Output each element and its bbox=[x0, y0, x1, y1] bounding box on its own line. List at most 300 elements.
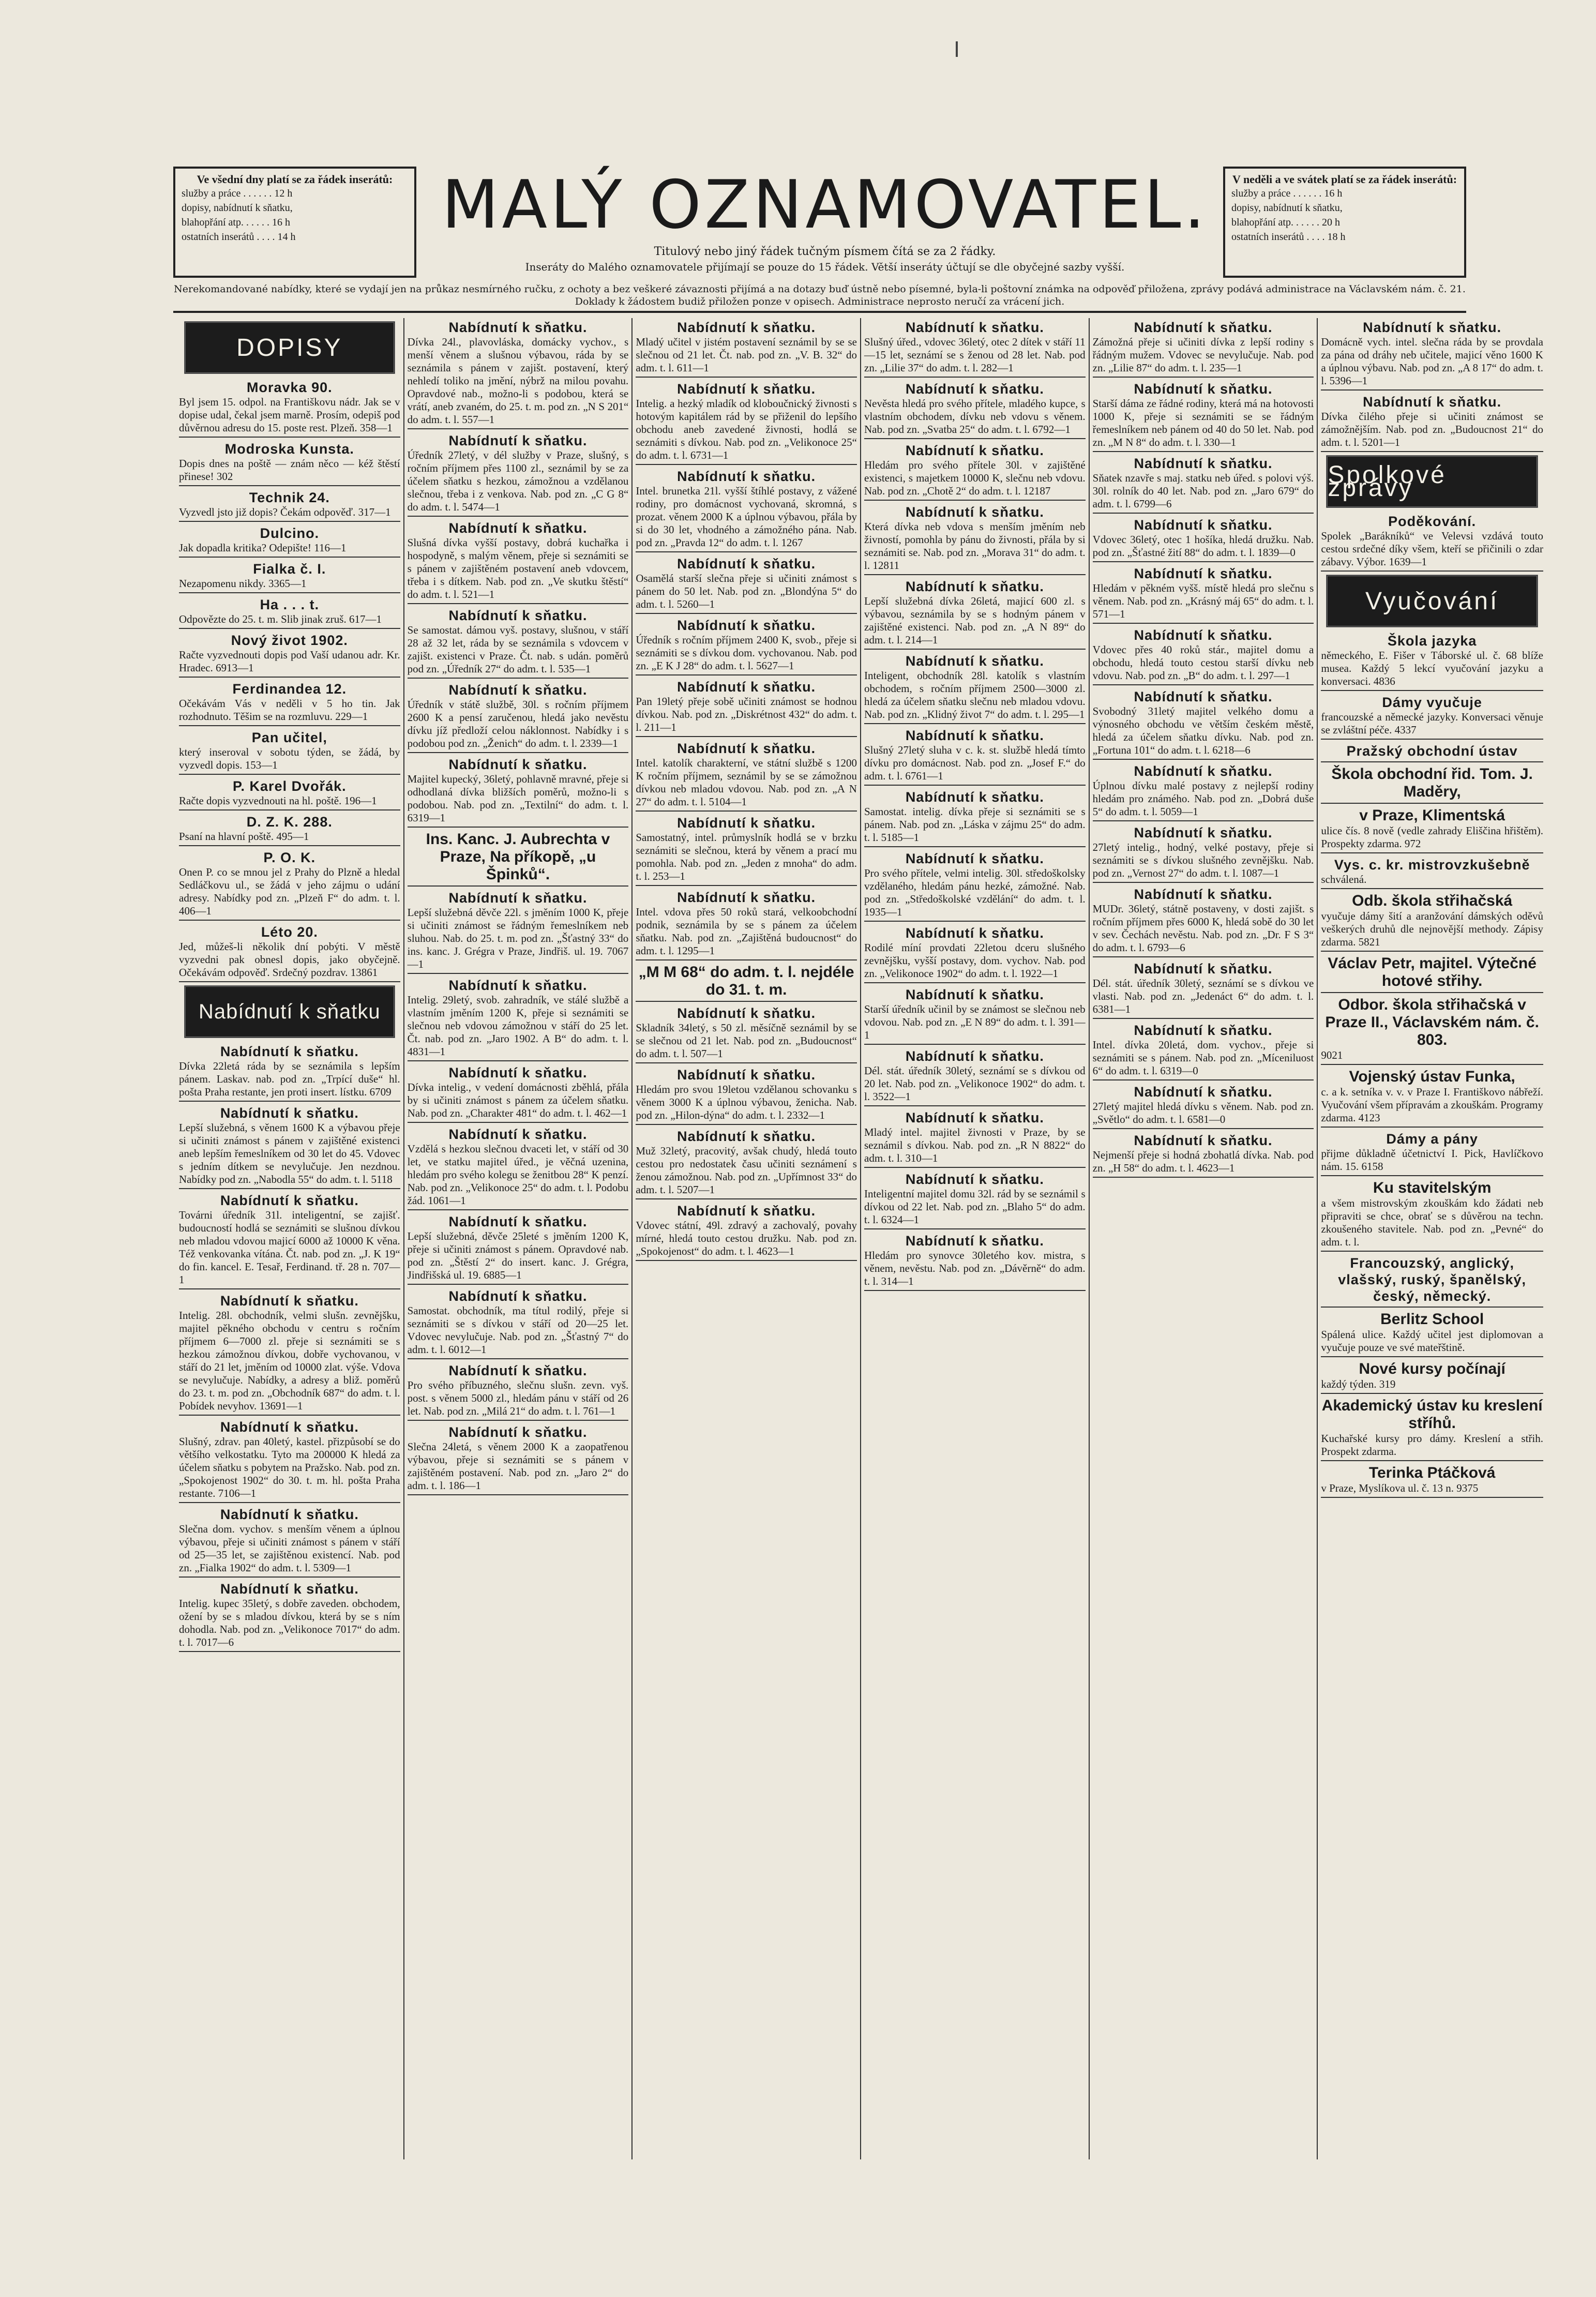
ad-heading: Nabídnutí k sňatku. bbox=[905, 925, 1044, 941]
ad-heading: Nabídnutí k sňatku. bbox=[1134, 456, 1273, 471]
ad-text: Lepší služebná, děvče 25leté s jměním 1200 K, přeje si učiniti známost s pánem. Opravdové nab. pod zn. „Štěstí 2“ do insert. kanc. J. Grégra, Jindřišská ul. 19. 6885—1 bbox=[407, 1230, 629, 1281]
classified-ad bbox=[179, 813, 400, 846]
ad-text: Spálená ulice. Každý učitel jest diplomovan a vyučuje pouze ve své mateřštině. bbox=[1321, 1328, 1543, 1354]
ad-heading: Nabídnutí k sňatku. bbox=[1134, 566, 1273, 581]
classified-ad bbox=[636, 554, 857, 614]
title-block bbox=[432, 167, 1218, 278]
ad-text: Račte vyzvednouti dopis pod Vaší udanou adr. Kr. Hradec. 6913—1 bbox=[179, 649, 400, 674]
section-banner-vyucovani: Vyučování bbox=[1326, 575, 1538, 627]
ad-heading: Nabídnutí k sňatku. bbox=[677, 741, 816, 756]
ad-text: Pro svého příbuzného, slečnu slušn. zevn. vyš. post. s věnem 5000 zl., hledám pánu v stáří od 26 let. Nab. pod zn. „Milá 21“ do adm. t. l. 761—1 bbox=[407, 1379, 629, 1417]
classified-ad bbox=[179, 1042, 400, 1102]
classified-ad bbox=[1321, 1178, 1543, 1252]
ad-heading: Nabídnutí k sňatku. bbox=[905, 579, 1044, 594]
classified-ad bbox=[864, 924, 1086, 983]
ad-text: Inteligent, obchodník 28l. katolík s vlastním obchodem, s ročním příjmem 2500—3000 zl. hledá za účelem sňatku slečnu neb mladou vdovu. Nab. pod zn. „Klidný život 7“ do adm. t. l. 295—1 bbox=[864, 669, 1086, 720]
ad-heading: Nabídnutí k sňatku. bbox=[905, 381, 1044, 397]
classified-ad bbox=[179, 560, 400, 593]
ad-text: ulice čís. 8 nově (vedle zahrady Eliščina hřištěm). Prospekty zdarma. 972 bbox=[1321, 824, 1543, 850]
ad-column bbox=[176, 318, 404, 2159]
classified-ad bbox=[179, 777, 400, 810]
ad-heading: P. Karel Dvořák. bbox=[233, 778, 347, 794]
ad-heading: Modroska Kunsta. bbox=[224, 441, 354, 457]
ad-text: přijme důkladně účetnictví I. Pick, Havlíčkovo nám. 15. 6158 bbox=[1321, 1147, 1543, 1173]
ad-heading: Nabídnutí k sňatku. bbox=[448, 1127, 588, 1142]
classified-ad bbox=[864, 503, 1086, 575]
ad-text: Intelig. 29letý, svob. zahradník, ve stálé službě a vlastním jměním 1200 K, přeje si seznámiti se slečnou neb vdovou zámožnou v stáří do 25 let. Čt. nab. pod zn. „Jaro 1902. A B“ do adm. t. l. 4831—1 bbox=[407, 994, 629, 1058]
ad-heading: Nabídnutí k sňatku. bbox=[1134, 825, 1273, 840]
classified-ad bbox=[864, 1232, 1086, 1291]
classified-ad bbox=[864, 788, 1086, 847]
classified-ad bbox=[408, 755, 629, 828]
ad-text: Intel. vdova přes 50 roků stará, velkoobchodní podnik, seznámila by se s pánem za účelem sňatku. Nab. pod zn. „Zajištěná budoucnost“ do adm. t. l. 1295—1 bbox=[636, 906, 857, 957]
classified-ad bbox=[636, 963, 857, 1002]
classified-ad bbox=[408, 1423, 629, 1495]
classified-ad bbox=[179, 440, 400, 486]
classified-ad bbox=[636, 1127, 857, 1199]
ad-text: v Praze, Myslíkova ul. č. 13 n. 9375 bbox=[1321, 1482, 1479, 1494]
rate-line: ostatních inserátů . . . . 14 h bbox=[182, 231, 296, 243]
classified-ad bbox=[408, 1212, 629, 1285]
ad-text: Úředník v státě službě, 30l. s ročním příjmem 2600 K a pensí zaručenou, hledá jako nevěstu dívku jíž předloží celou náklonnost. Nabídky i s podobou pod zn. „Ženich“ do adm. t. l. 2339—1 bbox=[407, 698, 629, 749]
classified-ad bbox=[179, 631, 400, 678]
ad-heading: Nabídnutí k sňatku. bbox=[677, 1129, 816, 1144]
ad-text: Vdovec státní, 49l. zdravý a zachovalý, povahy mírné, hledá touto cestou družku. Nab. pod zn. „Spokojenost“ do adm. t. l. 4623—1 bbox=[636, 1219, 857, 1257]
classified-ad bbox=[636, 616, 857, 675]
ad-text: Pro svého přítele, velmi intelig. 30l. středoškolsky vzdělaného, hledám pánu hezké, zámožné. Nab. pod zn. „Středoškolské vzdělání“ do adm. t. l. 1935—1 bbox=[864, 867, 1086, 918]
subtitle-rules: Inseráty do Malého oznamovatele přijímají se pouze do 15 řádek. Větší inseráty účtují se dle obyčejné sazby vyšší. bbox=[525, 261, 1125, 273]
ad-text: Muž 32letý, pracovitý, avšak chudý, hledá touto cestou pro nedostatek času učiniti seznámení s ženou zámožnou. Nab. pod zn. „Upřímnost 33“ do adm. t. l. 5207—1 bbox=[636, 1145, 857, 1196]
ad-text: Lepší služebná dívka 26letá, majicí 600 zl. s výbavou, seznámila by se s hodným pánem v zajištěné existenci. Nab. pod zn. „A N 89“ do adm. t. l. 214—1 bbox=[864, 595, 1086, 646]
ad-text: Vzdělá s hezkou slečnou dvaceti let, v stáří od 30 let, ve statku majitel úřed., je věčná uzenina, hledám pro svého kolegu se ženitbou 28“ K penzí. Nab. pod zn. „Velikonoce 25“ do adm. t. l. Podobu žád. 1061—1 bbox=[407, 1143, 629, 1207]
section-banner-dopisy: DOPISY bbox=[184, 321, 395, 374]
classified-ad bbox=[1321, 1310, 1543, 1357]
rate-line: blahopřání atp. . . . . . 20 h bbox=[1231, 217, 1340, 228]
ad-column bbox=[404, 318, 633, 2159]
classified-ad bbox=[179, 595, 400, 629]
ad-text: Rodilé míní provdati 22letou dceru slušného zevnějšku, vyšší postavy, dom. vychov. Nab. pod zn. „Velikonoce 1902“ do adm. t. l. 1922—1 bbox=[864, 941, 1086, 980]
page-title: MALÝ OZNAMOVATEL. bbox=[442, 167, 1208, 244]
rate-line: služby a práce . . . . . . 16 h bbox=[1231, 188, 1343, 199]
ad-text: MUDr. 36letý, státně postaveny, v dosti zajišt. s ročním příjmem přes 6000 K, hledá sobě do 30 let v sev. Čechách nevěstu. Nab. pod zn. „Dr. F S 3“ do adm. t. l. 6793—6 bbox=[1092, 903, 1314, 954]
ad-text: Dívka 24l., plavovláska, domácky vychov., s menší věnem a slušnou výbavou, ráda by se seznámila s pánem v zajišt. postavení, který nehledí toliko na jmění, nýbrž na milou povahu. Opravdové nab., možno-li s podobou, která se vrátí, aneb zvaném, do 25. t. m. pod zn. „N S 201“ do adm. t. l. 557—1 bbox=[407, 336, 629, 426]
classified-ad bbox=[864, 726, 1086, 786]
ad-heading: Nabídnutí k sňatku. bbox=[220, 1293, 359, 1309]
ad-text: Spolek „Barákníků“ ve Velevsi vzdává touto cestou srdečné díky všem, kteří se přičinili o zdar zábavy. Výbor. 1639—1 bbox=[1321, 530, 1543, 568]
subtitle: Titulový nebo jiný řádek tučným písmem čítá se za 2 řádky. bbox=[654, 245, 996, 258]
ad-heading: Nabídnutí k sňatku. bbox=[448, 890, 588, 906]
ad-text: Která dívka neb vdova s menším jměním neb živností, pomohla by pánu do živnosti, přála by si seznámiti se. Nab. pod zn. „Morava 31“ do adm. t. l. 12811 bbox=[864, 520, 1086, 572]
classified-ad bbox=[179, 1418, 400, 1503]
classified-ad bbox=[864, 1108, 1086, 1168]
rate-box-weekday bbox=[173, 167, 416, 278]
classified-ad bbox=[179, 1292, 400, 1416]
ad-text: Úplnou dívku malé postavy z nejlepší rodiny hledám pro známého. Nab. pod zn. „Dobrá duše 5“ do adm. t. l. 5059—1 bbox=[1092, 779, 1314, 818]
ad-column bbox=[633, 318, 861, 2159]
ad-text: Dopis dnes na poště — znám něco — kéž štěstí přinese! 302 bbox=[179, 457, 400, 483]
ad-text: c. a k. setníka v. v. v Praze I. Františkovo nábřeží. Vyučování všem přípravám a zkouškám. Programy zdarma. 4123 bbox=[1321, 1086, 1543, 1124]
ad-heading: Nabídnutí k sňatku. bbox=[220, 1507, 359, 1522]
ad-heading: Nabídnutí k sňatku. bbox=[448, 682, 588, 698]
classified-ad bbox=[1321, 891, 1543, 952]
classified-ad bbox=[408, 1287, 629, 1359]
ad-heading: Nabídnutí k sňatku. bbox=[905, 1172, 1044, 1187]
classified-ad bbox=[408, 318, 629, 429]
ad-column bbox=[861, 318, 1090, 2159]
ad-text: Intel. brunetka 21l. vyšší štíhlé postavy, z vážené rodiny, pro domácnost vychovaná, skromná, s prozat. věnem 2000 K a úplnou výbavou, přála by si do 30 let, vhodného a zámožného pána. Nab. pod zn. „Pravda 12“ do adm. t. l. 1267 bbox=[636, 485, 857, 549]
ad-heading: Nabídnutí k sňatku. bbox=[677, 1203, 816, 1219]
classified-ad bbox=[408, 1125, 629, 1210]
ad-heading: Nabídnutí k sňatku. bbox=[677, 469, 816, 484]
classified-ad bbox=[1321, 1463, 1543, 1498]
classified-ad bbox=[1321, 1254, 1543, 1308]
classified-ad bbox=[1321, 806, 1543, 853]
admin-notice: Nerekomandované nabídky, které se vydají jen na průkaz nesmírného ručku, z ochoty a bez veškeré závaznosti přijímá a na dotazy buď ústně nebo písemné, byla-li poštovní známka na odpověď přiložena, zprávy podává administrace na Václavském nám. č. 21. Doklady k žádostem budiž přiložen ponze v opisech. Administrace neprosto neručí za vrácení jich. bbox=[173, 283, 1466, 313]
classified-ad bbox=[1093, 380, 1314, 452]
ad-text: Majitel kupecký, 36letý, pohlavně mravné, přeje si odhodlaná dívka bližších poměrů, možno-li s podobou. Nab. pod zn. „Textilní“ do adm. t. l. 6319—1 bbox=[407, 773, 629, 824]
classified-ad bbox=[864, 318, 1086, 378]
ad-text: Psaní na hlavní poště. 495—1 bbox=[179, 830, 309, 843]
ad-text: Slušný, zdrav. pan 40letý, kastel. přizpůsobí se do většího velkostatku. Tyto ma 200000 K hledá za účelem sňatku s pobytem na Pražsko. Nab. pod zn. „Spokojenost 1902“ do 30. t. m. hl. pošta Praha restante. 7106—1 bbox=[179, 1435, 400, 1499]
ad-text: Sňatek nzavře s maj. statku neb úřed. s polovi výš. 30l. rolník do 40 let. Nab. pod zn. „Jaro 679“ do adm. t. l. 6799—6 bbox=[1092, 472, 1314, 510]
classified-ad bbox=[1093, 959, 1314, 1019]
ad-heading: Nabídnutí k sňatku. bbox=[448, 1288, 588, 1304]
ad-heading: Nabídnutí k sňatku. bbox=[677, 556, 816, 572]
ad-display-heading: Vojenský ústav Funka, bbox=[1349, 1068, 1515, 1085]
ad-heading: Léto 20. bbox=[261, 924, 318, 940]
ad-text: schválená. bbox=[1321, 873, 1367, 885]
ad-text: Intel. dívka 20letá, dom. vychov., přeje si seznámiti se s pánem. Nab. pod zn. „Míceniluost 6“ do adm. t. l. 6319—0 bbox=[1092, 1039, 1314, 1077]
ad-heading: Dámy a pány bbox=[1386, 1131, 1478, 1147]
classified-ad bbox=[1321, 1130, 1543, 1176]
classified-ad bbox=[636, 1065, 857, 1125]
classified-ad bbox=[408, 1063, 629, 1123]
ad-text: Starší dáma ze řádné rodiny, která má na hotovosti 1000 K, přeje si seznámiti se se řádným řemeslníkem neb pánem od 40 do 50 let. Nab. pod zn. „M N 8“ do adm. t. l. 330—1 bbox=[1092, 397, 1314, 448]
ad-text: Hledám pro svého přítele 30l. v zajištěné existenci, s majetkem 10000 K, slečnu neb vdovu. Nab. pod zn. „Chotě 2“ do adm. t. l. 12187 bbox=[864, 459, 1086, 497]
ad-text: Svobodný 31letý majitel velkého domu a výnosného obchodu ve větším českém městě, hledá za účelem sňatku dívku. Nab. pod zn. „Fortuna 101“ do adm. t. l. 6218—6 bbox=[1092, 705, 1314, 756]
ad-heading: Nabídnutí k sňatku. bbox=[448, 433, 588, 448]
ad-text: německého, E. Fišer v Táborské ul. č. 68 blíže musea. Každý 5 lekcí vyučování jazyku a konversaci. 4836 bbox=[1321, 649, 1543, 687]
classified-ad bbox=[864, 1170, 1086, 1229]
classified-ad bbox=[864, 1047, 1086, 1106]
ad-heading: Nabídnutí k sňatku. bbox=[1134, 320, 1273, 335]
ad-display-heading: Nové kursy počínají bbox=[1359, 1360, 1505, 1377]
ad-text: Inteligentní majitel domu 32l. rád by se seznámil s dívkou od 22 let. Nab. pod zn. „Blaho 5“ do adm. t. l. 6324—1 bbox=[864, 1188, 1086, 1226]
ad-heading: Nabídnutí k sňatku. bbox=[448, 1363, 588, 1378]
ad-heading: Nabídnutí k sňatku. bbox=[448, 1214, 588, 1229]
ad-text: Samostat. obchodník, ma títul rodilý, přeje si seznámiti se s dívkou v stáří od 20—25 let. Vdovec nevylučuje. Nab. pod zn. „Šťastný 7“ do adm. t. l. 6012—1 bbox=[407, 1304, 629, 1356]
ad-text: Lepší služebná děvče 22l. s jměním 1000 K, přeje si učiniti známost se řádným řemeslníkem neb sluhou. Nab. do 25. t. m. pod zn. „Šťastný 33“ do ins. kanc. J. Grégra v Praze, Jindřiš. ul. 19. 7067—1 bbox=[407, 906, 629, 970]
ad-heading: Nabídnutí k sňatku. bbox=[905, 653, 1044, 669]
rate-line: blahopřání atp. . . . . . 16 h bbox=[182, 217, 290, 228]
ad-text: Samostatný, intel. průmyslník hodlá se v brzku seznámiti se slečnou, která by věnem a prací mu pomohla. Nab. pod zn. „Jeden z mnoha“ do adm. t. l. 253—1 bbox=[636, 831, 857, 882]
classified-ad bbox=[179, 923, 400, 982]
ad-text: každý týden. 319 bbox=[1321, 1378, 1396, 1390]
classified-ad bbox=[1321, 855, 1543, 889]
ad-text: Intelig. 28l. obchodník, velmi slušn. zevnějšku, majitel pěkného obchodu v centru s ročním příjmem 6—7000 zl. přeje si seznámiti se s hezkou zámožnou dívkou, dobře vychovanou, v stáří do 21 let, jměním od 10000 zlat. výše. Vdova se nevylučuje. Nabídky, a adresy a bliž. poměrů do 23. t. m. pod zn. „Obchodník 687“ do adm. t. l. Pobídek nevyhov. 13691—1 bbox=[179, 1309, 400, 1412]
ad-text: vyučuje dámy šití a aranžování dámských oděvů veškerých druhů dle nejnovější methody. Zápisy zdarma. 5821 bbox=[1321, 910, 1543, 948]
classified-ad bbox=[864, 652, 1086, 724]
classified-ad bbox=[1321, 632, 1543, 691]
ad-text: Odpovězte do 25. t. m. Slib jinak zruš. 617—1 bbox=[179, 613, 382, 625]
classified-ad bbox=[1321, 1396, 1543, 1461]
ad-text: Se samostat. dámou vyš. postavy, slušnou, v stáří 28 až 32 let, ráda by se seznámila s vdovcem v zajišt. existenci v Praze. Čt. nab. s udán. poměrů pod zn. „Úředník 27“ do adm. t. l. 535—1 bbox=[407, 624, 629, 675]
section-banner-nabidnuti: Nabídnutí k sňatku bbox=[184, 985, 395, 1038]
ad-display-heading: v Praze, Klimentská bbox=[1359, 807, 1505, 824]
ad-heading: Nabídnutí k sňatku. bbox=[905, 851, 1044, 866]
classified-ad bbox=[1093, 564, 1314, 624]
classified-ad bbox=[179, 680, 400, 726]
ad-text: Vdovec 36letý, otec 1 hošíka, hledá družku. Nab. pod zn. „Šťastné žití 88“ do adm. t. l. 1839—0 bbox=[1092, 533, 1314, 559]
ad-heading: Pražský obchodní ústav bbox=[1346, 743, 1518, 759]
ad-heading: Nabídnutí k sňatku. bbox=[905, 320, 1044, 335]
ad-heading: Nabídnutí k sňatku. bbox=[677, 815, 816, 831]
ad-heading: Nabídnutí k sňatku. bbox=[905, 1048, 1044, 1064]
ad-text: Jak dopadla kritika? Odepište! 116—1 bbox=[179, 542, 347, 554]
ad-heading: Nabídnutí k sňatku. bbox=[448, 520, 588, 536]
classified-ad bbox=[1093, 454, 1314, 514]
classified-ad bbox=[179, 1104, 400, 1189]
classified-ad bbox=[179, 524, 400, 558]
ad-text: Intelig. a hezký mladík od kloboučnický živnosti s hotovým kapitálem rád by se přiženil do lepšího obchodu aneb zavedené živnosti, hodlá se seznámiti s dívkou. Nab. pod zn. „Velikonoce 25“ do adm. t. l. 6731—1 bbox=[636, 397, 857, 461]
classified-ad bbox=[1321, 764, 1543, 804]
ad-text: Samostat. intelig. dívka přeje si seznámiti se s pánem. Nab. pod zn. „Láska v zájmu 25“ do adm. t. l. 5185—1 bbox=[864, 805, 1086, 844]
ad-heading: Nabídnutí k sňatku. bbox=[905, 443, 1044, 458]
classified-ad bbox=[636, 467, 857, 552]
classified-ad bbox=[864, 577, 1086, 650]
ad-display-heading: Ku stavitelským bbox=[1373, 1179, 1492, 1196]
ad-heading: Nabídnutí k sňatku. bbox=[905, 1233, 1044, 1249]
ad-heading: Nabídnutí k sňatku. bbox=[1363, 394, 1502, 410]
ad-text: Úředník s ročním příjmem 2400 K, svob., přeje si seznámiti se s dívkou dom. vychovanou. Nab. pod zn. „E K J 28“ do adm. t. l. 5627—1 bbox=[636, 634, 857, 672]
ad-text: Dívka intelig., v vedení domácnosti zběhlá, přála by si učiniti známost s pánem za účelem sňatku. Nab. pod zn. „Charakter 481“ do adm. t. l. 462—1 bbox=[407, 1081, 629, 1119]
ad-heading: Nabídnutí k sňatku. bbox=[220, 1105, 359, 1121]
ad-heading: Nabídnutí k sňatku. bbox=[1134, 1084, 1273, 1100]
classified-ad bbox=[179, 378, 400, 438]
classified-ad bbox=[1321, 742, 1543, 762]
ad-text: Dívka 22letá ráda by se seznámila s lepším pánem. Laskav. nab. pod zn. „Trpící duše“ hl. pošta Praha restante, jen proti insert. lístku. 6709 bbox=[179, 1060, 400, 1098]
classified-ad bbox=[636, 380, 857, 465]
rate-line: dopisy, nabídnutí k sňatku, bbox=[1231, 202, 1343, 214]
classified-ad bbox=[179, 1191, 400, 1289]
classified-ad bbox=[408, 1361, 629, 1421]
ad-display-heading: Ins. Kanc. J. Aubrechta v Praze, Na příkopě, „u Špinků“. bbox=[426, 831, 610, 883]
ad-heading: Nabídnutí k sňatku. bbox=[1363, 320, 1502, 335]
ad-display-heading: Akademický ústav ku kreslení stříhů. bbox=[1321, 1397, 1543, 1432]
classified-ad bbox=[1093, 687, 1314, 760]
ad-heading: Technik 24. bbox=[249, 490, 330, 505]
classified-ad bbox=[408, 681, 629, 753]
ad-columns bbox=[176, 318, 1546, 2159]
ad-heading: Nabídnutí k sňatku. bbox=[220, 1193, 359, 1208]
ad-heading: D. Z. K. 288. bbox=[246, 814, 333, 830]
classified-ad bbox=[1093, 516, 1314, 562]
ad-display-heading: Václav Petr, majitel. Výtečné hotové střihy. bbox=[1328, 955, 1537, 989]
ad-heading: Nabídnutí k sňatku. bbox=[448, 1065, 588, 1080]
classified-ad bbox=[636, 814, 857, 886]
ad-text: Slečna dom. vychov. s menším věnem a úplnou výbavou, přeje si učiniti známost s pánem v stáří od 25—35 let, se zajištěnou existencí. Nab. pod zn. „Fialka 1902“ do adm. t. l. 5309—1 bbox=[179, 1523, 400, 1574]
rate-box-heading: Ve všední dny platí se za řádek inserátů: bbox=[197, 173, 393, 186]
classified-ad bbox=[636, 318, 857, 378]
classified-ad bbox=[1321, 995, 1543, 1065]
masthead bbox=[173, 167, 1596, 314]
rate-box-heading: V neděli a ve svátek platí se za řádek inserátů: bbox=[1232, 173, 1457, 186]
classified-ad bbox=[408, 889, 629, 974]
classified-ad bbox=[1093, 626, 1314, 685]
rate-box-sunday bbox=[1223, 167, 1466, 278]
ad-text: Nezapomenu nikdy. 3365—1 bbox=[179, 577, 307, 590]
classified-ad bbox=[864, 380, 1086, 439]
ad-heading: Nabídnutí k sňatku. bbox=[220, 1044, 359, 1059]
ad-heading: Nabídnutí k sňatku. bbox=[905, 789, 1044, 805]
ad-heading: Poděkování. bbox=[1388, 514, 1477, 529]
classified-ad bbox=[636, 1202, 857, 1261]
ad-heading: Nabídnutí k sňatku. bbox=[1134, 517, 1273, 533]
ad-display-heading: Berlitz School bbox=[1380, 1311, 1484, 1328]
ad-column bbox=[1090, 318, 1318, 2159]
ad-text: Dívka čilého přeje si učiniti známost se zámožnějším. Nab. pod zn. „Budoucnost 21“ do adm. t. l. 5201—1 bbox=[1321, 410, 1543, 448]
ad-text: Úředník 27letý, v dél služby v Praze, slušný, s ročním příjmem přes 1100 zl., seznámil by se za účelem sňatku s hezkou, zámožnou a vzdělanou slečnou, třeba i z venkova. Nab. pod zn. „C G 8“ do adm. t. l. 5474—1 bbox=[407, 449, 629, 513]
ad-text: Hledám pro synovce 30letého kov. mistra, s věnem, nevěstu. Nab. pod zn. „Dávěrně“ do adm. t. l. 314—1 bbox=[864, 1249, 1086, 1287]
classified-ad bbox=[1093, 823, 1314, 883]
ad-heading: Nabídnutí k sňatku. bbox=[448, 608, 588, 623]
ad-heading: Škola jazyka bbox=[1387, 633, 1477, 649]
ad-heading: Francouzský, anglický, vlašský, ruský, španělský, český, německý. bbox=[1338, 1255, 1527, 1304]
classified-ad bbox=[1093, 762, 1314, 821]
ad-text: Kuchařské kursy pro dámy. Kreslení a střih. Prospekt zdarma. bbox=[1321, 1432, 1543, 1458]
ad-text: Dél. stát. úředník 30letý, seznámí se s dívkou od 20 let. Nab. pod zn. „Velikonoce 1902“ do adm. t. l. 3522—1 bbox=[864, 1064, 1086, 1103]
rate-line: dopisy, nabídnutí k sňatku, bbox=[182, 202, 293, 214]
ad-heading: Nabídnutí k sňatku. bbox=[1134, 1023, 1273, 1038]
ad-heading: Nabídnutí k sňatku. bbox=[905, 504, 1044, 520]
ad-text: 9021 bbox=[1321, 1049, 1343, 1061]
classified-ad bbox=[864, 849, 1086, 922]
ad-heading: Nabídnutí k sňatku. bbox=[677, 618, 816, 633]
classified-ad bbox=[179, 848, 400, 921]
ad-text: který inseroval v sobotu týden, se žádá, by vyzvedl dopis. 153—1 bbox=[179, 746, 400, 771]
ad-display-heading: Terinka Ptáčková bbox=[1368, 1464, 1496, 1481]
classified-ad bbox=[1093, 885, 1314, 957]
ad-text: Mladý učitel v jistém postavení seznámil by se se slečnou od 21 let. Čt. nab. pod zn. „V. B. 32“ do adm. t. l. 611—1 bbox=[636, 336, 857, 374]
ad-text: Pan 19letý přeje sobě učiniti známost se hodnou dívkou. Nab. pod zn. „Diskrétnost 432“ do adm. t. l. 211—1 bbox=[636, 695, 857, 733]
ad-text: Domácně vych. intel. slečna ráda by se provdala za pána od dráhy neb učitele, majicí věno 1600 K a úplnou výbavu. Nab. pod zn. „A 8 17“ do adm. t. l. 5396—1 bbox=[1321, 336, 1543, 387]
ad-text: Slušný úřed., vdovec 36letý, otec 2 dítek v stáří 11—15 let, seznámí se s ženou od 28 let. Nab. pod zn. „Lilie 37“ do adm. t. l. 282—1 bbox=[864, 336, 1086, 374]
ad-heading: Nabídnutí k sňatku. bbox=[220, 1581, 359, 1597]
ad-heading: Nabídnutí k sňatku. bbox=[1134, 763, 1273, 779]
ad-heading: Nabídnutí k sňatku. bbox=[677, 1005, 816, 1021]
ad-heading: Pan učitel, bbox=[251, 730, 327, 745]
ad-heading: Nabídnutí k sňatku. bbox=[1134, 961, 1273, 977]
ad-heading: Nabídnutí k sňatku. bbox=[905, 728, 1044, 743]
ad-text: Nejmenší přeje si hodná zbohatlá dívka. Nab. pod zn. „H 58“ do adm. t. l. 4623—1 bbox=[1092, 1149, 1314, 1174]
ad-text: Jed, můžeš-li několik dní pobýti. V městě vyzvedni pak obnesl dopis, jako obyčejně. Očekávám odpověď. Srdečný pozdrav. 13861 bbox=[179, 940, 400, 979]
section-banner-spolkove: Spolkové zprávy bbox=[1326, 455, 1538, 508]
ad-text: Slečna 24letá, s věnem 2000 K a zaopatřenou výbavou, přeje si seznámiti se s pánem v zajištěném postavení. Nab. pod zn. „Jaro 2“ do adm. t. l. 186—1 bbox=[407, 1440, 629, 1492]
ad-text: a všem mistrovským zkouškám kdo žádati neb připraviti se chce, obrať se s důvěrou na techn. zkoušeného stavitele. Nab. pod zn. „Pevné“ do adm. t. l. bbox=[1321, 1197, 1543, 1248]
ad-heading: Ferdinandea 12. bbox=[232, 681, 347, 697]
ad-heading: Nabídnutí k sňatku. bbox=[448, 978, 588, 993]
ad-text: Vyzvedl jsto již dopis? Čekám odpověď. 317—1 bbox=[179, 506, 391, 518]
classified-ad bbox=[1321, 1067, 1543, 1128]
ad-text: Vdovec přes 40 roků stár., majitel domu a obchodu, hledá touto cestou starší dívku neb vdovu. Nab. pod zn. „B“ do adm. t. l. 297—1 bbox=[1092, 643, 1314, 682]
ad-text: Račte dopis vyzvednouti na hl. poště. 196—1 bbox=[179, 794, 377, 807]
ad-heading: P. O. K. bbox=[263, 850, 316, 865]
ad-heading: Nabídnutí k sňatku. bbox=[677, 320, 816, 335]
classified-ad bbox=[636, 739, 857, 812]
classified-ad bbox=[179, 1505, 400, 1578]
ad-text: Lepší služebná, s věnem 1600 K a výbavou přeje si učiniti známost s pánem v zajištěné existenci aneb lepším řemeslníkem od 30 let do 45. Vdovec s jedním dítkem se nevylučuje. Jen nezdnou. Nabídky pod zn. „Nabodla 55“ do adm. t. l. 5118 bbox=[179, 1121, 400, 1185]
classified-ad bbox=[1321, 318, 1543, 391]
ad-heading: Nabídnutí k sňatku. bbox=[1134, 887, 1273, 902]
ad-heading: Vys. c. kr. mistrovzkušebně bbox=[1334, 857, 1530, 873]
classified-ad bbox=[1093, 1083, 1314, 1129]
ad-text: Onen P. co se mnou jel z Prahy do Plzně a hledal Sedláčkovu ul., se žádá v jeho zájmu o udání adresy. Nabídky pod zn. „Plzeň F“ do adm. t. l. 406—1 bbox=[179, 866, 400, 917]
ad-heading: Nabídnutí k sňatku. bbox=[905, 1110, 1044, 1125]
classified-ad bbox=[1093, 318, 1314, 378]
classified-ad bbox=[179, 1580, 400, 1652]
classified-ad bbox=[1321, 954, 1543, 993]
ad-text: Slušný 27letý sluha v c. k. st. službě hledá tímto dívku pro domácnost. Nab. pod zn. „Josef F.“ do adm. t. l. 6761—1 bbox=[864, 744, 1086, 782]
ad-text: Mladý intel. majitel živnosti v Praze, by se seznámil s dívkou. Nab. pod zn. „R N 8822“ do adm. t. l. 310—1 bbox=[864, 1126, 1086, 1164]
classified-ad bbox=[1321, 693, 1543, 740]
classified-ad bbox=[179, 728, 400, 775]
page-mark bbox=[956, 41, 958, 57]
ad-text: Továrni úředník 31l. inteligentní, se zajišť. budoucností hodlá se seznámiti se slušnou dívkou neb mladou vdovou majicí 6000 až 10000 K věna. Též venkovanka vítána. Čt. nab. pod zn. „J. K 19“ do fin. kancel. E. Tesař, Ferdinand. tř. 28 n. 707—1 bbox=[179, 1209, 400, 1286]
ad-heading: Nabídnutí k sňatku. bbox=[220, 1419, 359, 1435]
classified-ad bbox=[636, 1004, 857, 1063]
ad-display-heading: Škola obchodní řid. Tom. J. Maděry, bbox=[1331, 765, 1533, 800]
ad-text: 27letý majitel hledá dívku s věnem. Nab. pod zn. „Světlo“ do adm. t. l. 6581—0 bbox=[1092, 1100, 1314, 1125]
classified-ad bbox=[408, 431, 629, 517]
classified-ad bbox=[408, 830, 629, 887]
ad-text: Očekávám Vás v neděli v 5 ho tin. Jak rozhodnuto. Těšim se na rozmluvu. 229—1 bbox=[179, 697, 400, 723]
classified-ad bbox=[179, 488, 400, 522]
rate-line: ostatních inserátů . . . . 18 h bbox=[1231, 231, 1346, 243]
ad-text: Nevěsta hledá pro svého přítele, mladého kupce, s vlastním obchodem, dívku neb vdovu s věnem. Nab. pod zn. „Svatba 25“ do adm. t. l. 6792—1 bbox=[864, 397, 1086, 436]
ad-heading: Nabídnutí k sňatku. bbox=[448, 320, 588, 335]
ad-text: Skladník 34letý, s 50 zl. měsíčně seznámil by se se slečnou od 21 let. Nab. pod zn. „Budoucnost“ do adm. t. l. 507—1 bbox=[636, 1022, 857, 1060]
ad-heading: Nabídnutí k sňatku. bbox=[905, 987, 1044, 1002]
ad-text: Byl jsem 15. odpol. na Františkovu nádr. Jak se v dopise udal, čekal jsem marně. Prosím, odepiš pod důvěrnou adresu do 15. poste rest. Plzeň. 358—1 bbox=[179, 396, 400, 434]
ad-heading: Dámy vyučuje bbox=[1382, 695, 1482, 710]
ad-heading: Nabídnutí k sňatku. bbox=[1134, 1133, 1273, 1148]
ad-heading: Nabídnutí k sňatku. bbox=[677, 381, 816, 397]
ad-text: Hledám pro svou 19letou vzdělanou schovanku s věnem 3000 K a úplnou výbavou, ženicha. Nab. pod zn. „Hilon-dýna“ do adm. t. l. 2332—1 bbox=[636, 1083, 857, 1121]
ad-column bbox=[1318, 318, 1546, 2159]
ad-heading: Dulcino. bbox=[260, 526, 320, 541]
ad-heading: Nabídnutí k sňatku. bbox=[1134, 689, 1273, 704]
classified-ad bbox=[636, 678, 857, 737]
ad-heading: Ha . . . t. bbox=[260, 597, 320, 612]
ad-text: 27letý intelig., hodný, velké postavy, přeje si seznámiti se s dívkou slušného zevnějšku. Nab. pod zn. „Vernost 27“ do adm. t. l. 1087—1 bbox=[1092, 841, 1314, 879]
rate-line: služby a práce . . . . . . 12 h bbox=[182, 188, 293, 199]
ad-heading: Nabídnutí k sňatku. bbox=[677, 890, 816, 905]
classified-ad bbox=[1093, 1131, 1314, 1178]
ad-text: Intel. katolík charakterní, ve státní službě s 1200 K ročním příjmem, seznámil by se se zámožnou dívkou neb mladou vdovou. Nab. pod zn. „A N 27“ do adm. t. l. 5104—1 bbox=[636, 757, 857, 808]
ad-text: Slušná dívka vyšší postavy, dobrá kuchařka i hospodyně, s malým věnem, přeje si seznámiti se s pánem v zajištěném postavení aneb vdovcem, třeba i s dítkem. Nab. pod zn. „Ve skutku štěstí“ do adm. t. l. 521—1 bbox=[407, 536, 629, 600]
ad-text: Hledám v pěkném vyšš. místě hledá pro slečnu s věnem. Nab. pod zn. „Krásný máj 65“ do adm. t. l. 571—1 bbox=[1092, 582, 1314, 620]
ad-heading: Nabídnutí k sňatku. bbox=[1134, 627, 1273, 643]
classified-ad bbox=[408, 976, 629, 1061]
classified-ad bbox=[1321, 1359, 1543, 1394]
classified-ad bbox=[864, 985, 1086, 1045]
ad-heading: Fialka č. I. bbox=[253, 561, 326, 577]
ad-heading: Moravka 90. bbox=[247, 380, 333, 395]
classified-ad bbox=[408, 519, 629, 604]
classified-ad bbox=[864, 441, 1086, 501]
classified-ad bbox=[636, 888, 857, 960]
ad-heading: Nabídnutí k sňatku. bbox=[448, 1424, 588, 1440]
